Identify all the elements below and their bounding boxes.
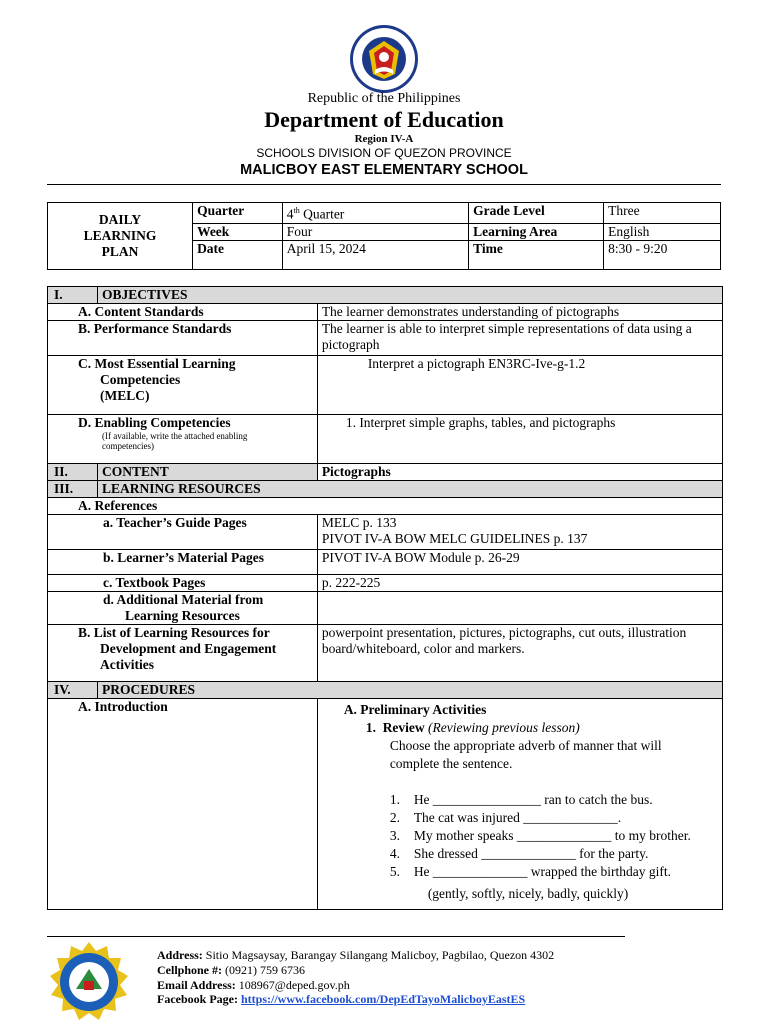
school-name: MALICBOY EAST ELEMENTARY SCHOOL [240, 162, 528, 178]
tg-pages-label: a. Teacher’s Guide Pages [48, 515, 318, 550]
footer-cellphone: Cellphone #: (0921) 759 6736 [157, 963, 306, 977]
preliminary-activities: A. Preliminary Activities [343, 702, 487, 717]
lm-pages-value: PIVOT IV-A BOW Module p. 26-29 [317, 550, 722, 575]
division-line: SCHOOLS DIVISION OF QUEZON PROVINCE [256, 146, 512, 160]
area-value: English [604, 223, 721, 240]
content-value: Pictographs [317, 464, 722, 481]
header-rule [47, 184, 721, 185]
review-heading: 1. Review (Reviewing previous lesson) [365, 720, 580, 735]
week-value: Four [282, 223, 468, 240]
region-line: Region IV-A [354, 133, 414, 145]
lm-pages-label: b. Learner’s Material Pages [48, 550, 318, 575]
footer-facebook: Facebook Page: https://www.facebook.com/DepEdTayoMalicboyEastES [157, 992, 526, 1006]
list-resources-label: B. List of Learning Resources for Development and Engagement Activities [48, 625, 318, 682]
objectives-section-row [48, 287, 723, 304]
review-instruction: Choose the appropriate adverb of manner that will complete the sentence. [389, 738, 662, 771]
tg-pages-value: MELC p. 133 PIVOT IV-A BOW MELC GUIDELINES p. 137 [317, 515, 722, 550]
plan-title: DAILY LEARNING PLAN [48, 203, 193, 270]
objectives-num: I. [48, 287, 98, 304]
list-item: 3. My mother speaks ______________ to my brother. [389, 828, 691, 843]
content-title: CONTENT [97, 464, 317, 481]
additional-material-label: d. Additional Material from Learning Resources [48, 592, 318, 625]
quarter-label: Quarter [193, 203, 283, 224]
content-num: II. [48, 464, 98, 481]
additional-material-value [317, 592, 722, 625]
procedures-title: PROCEDURES [97, 682, 722, 699]
department-title: Department of Education [264, 107, 504, 132]
procedures-section-row [48, 682, 723, 699]
content-standards-label: A. Content Standards [48, 304, 318, 321]
procedures-num: IV. [48, 682, 98, 699]
textbook-pages-value: p. 222-225 [317, 575, 722, 592]
objectives-title: OBJECTIVES [97, 287, 722, 304]
list-item: 5. He ______________ wrapped the birthday gift. [389, 864, 672, 879]
plan-header-table [47, 202, 721, 270]
time-value: 8:30 - 9:20 [604, 240, 721, 269]
introduction-label: A. Introduction [48, 699, 318, 910]
content-standards-value: The learner demonstrates understanding of pictographs [317, 304, 722, 321]
references-label: A. References [48, 498, 723, 515]
content-section-row [48, 464, 723, 481]
footer-rule [47, 936, 625, 937]
adverb-choices: (gently, softly, nicely, badly, quickly) [427, 886, 629, 901]
date-value: April 15, 2024 [282, 240, 468, 269]
list-item: 2. The cat was injured ______________. [389, 810, 622, 825]
date-label: Date [193, 240, 283, 269]
review-items [344, 791, 714, 881]
school-seal-logo [48, 941, 130, 1023]
performance-standards-value: The learner is able to interpret simple representations of data using a pictograph [317, 321, 722, 356]
facebook-link[interactable]: https://www.facebook.com/DepEdTayoMalicboyEastES [240, 992, 526, 1006]
resources-section-row [48, 481, 723, 498]
resources-title: LEARNING RESOURCES [97, 481, 722, 498]
quarter-value: 4th Quarter [282, 203, 468, 224]
melc-value: Interpret a pictograph EN3RC-Ive-g-1.2 [317, 356, 722, 415]
melc-label: C. Most Essential Learning Competencies (MELC) [48, 356, 318, 415]
resources-num: III. [48, 481, 98, 498]
footer-address: Address: Sitio Magsaysay, Barangay Silangang Malicboy, Pagbilao, Quezon 4302 [157, 948, 555, 962]
list-resources-value: powerpoint presentation, pictures, pictographs, cut outs, illustration board/whiteboard, color and markers. [317, 625, 722, 682]
introduction-content [317, 699, 722, 910]
grade-value: Three [604, 203, 721, 224]
list-item: 1. He ________________ ran to catch the bus. [389, 792, 653, 807]
performance-standards-label: B. Performance Standards [48, 321, 318, 356]
plan-body-table [47, 286, 723, 910]
enabling-competencies-value: 1. Interpret simple graphs, tables, and pictographs [317, 415, 722, 464]
enabling-competencies-label: D. Enabling Competencies (If available, write the attached enabling competencies) [48, 415, 318, 464]
deped-seal-logo [349, 24, 419, 94]
time-label: Time [469, 240, 604, 269]
textbook-pages-label: c. Textbook Pages [48, 575, 318, 592]
list-item: 4. She dressed ______________ for the party. [389, 846, 649, 861]
republic-line: Republic of the Philippines [307, 91, 461, 106]
grade-label: Grade Level [469, 203, 604, 224]
week-label: Week [193, 223, 283, 240]
area-label: Learning Area [469, 223, 604, 240]
footer-email: Email Address: 108967@deped.gov.ph [157, 978, 350, 992]
